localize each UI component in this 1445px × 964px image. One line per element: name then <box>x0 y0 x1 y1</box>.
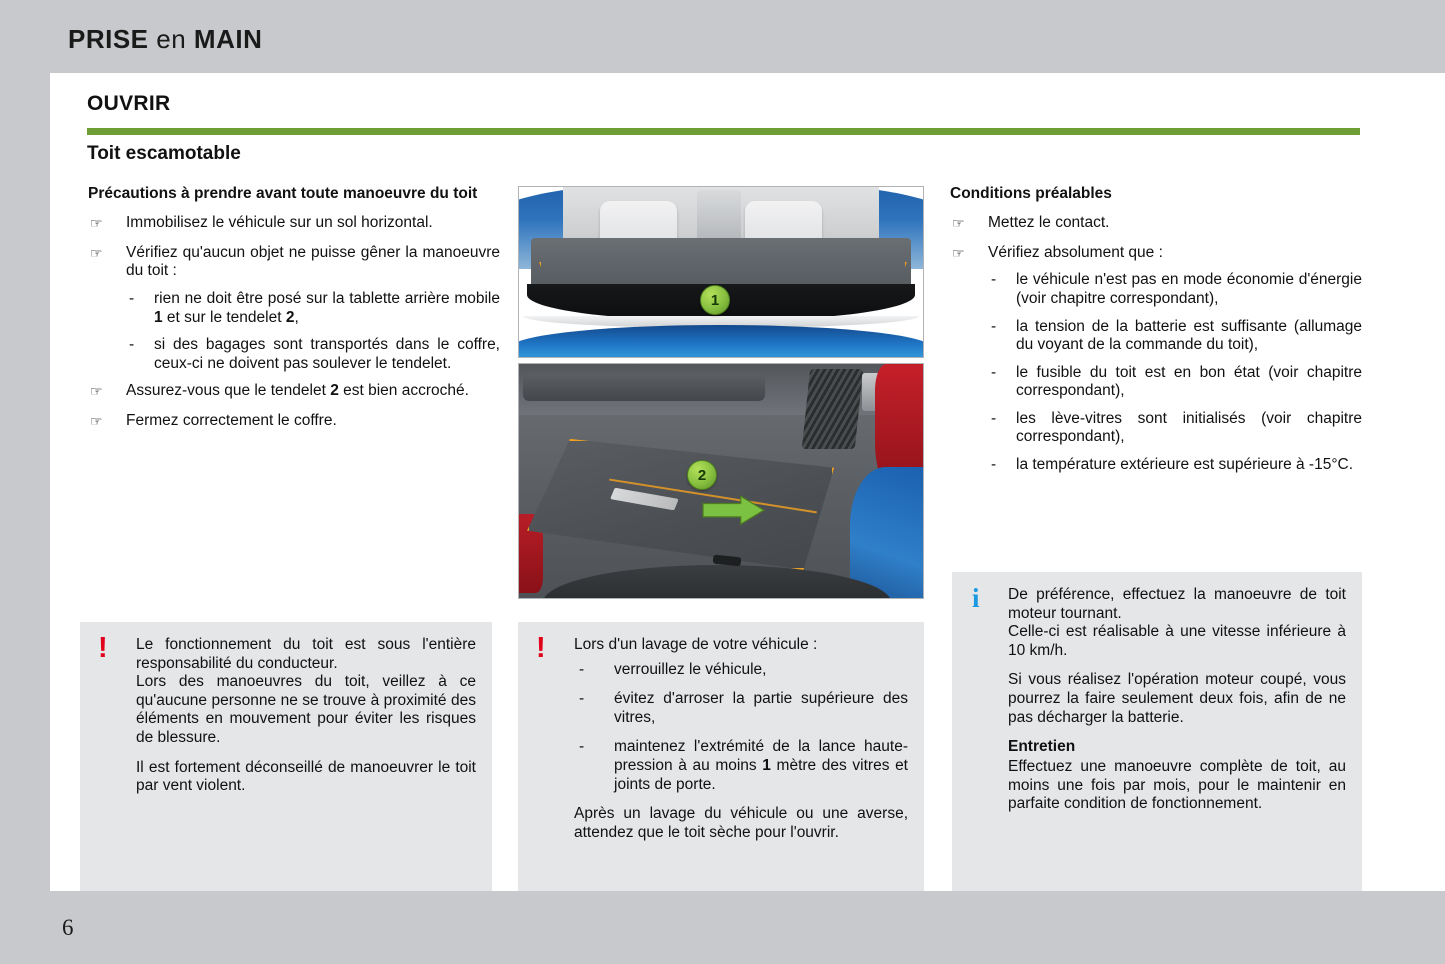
subsection-title: Toit escamotable <box>87 143 241 164</box>
green-divider-rule <box>87 128 1360 135</box>
list-item <box>574 661 908 680</box>
list-item-text: Fermez correctement le coffre. <box>126 411 337 429</box>
list-item <box>126 290 500 327</box>
list-item <box>574 690 908 727</box>
section-title: OUVRIR <box>87 92 171 115</box>
dash-marker: - <box>129 336 135 354</box>
list-item-text: les lève-vitres sont initialisés (voir chapitre correspondant), <box>1016 409 1362 446</box>
list-item-text: Assurez-vous que le tendelet 2 est bien accroché. <box>126 382 469 400</box>
list-item-text: le fusible du toit est en bon état (voir chapitre correspondant), <box>1016 363 1362 400</box>
rear-parcel-shelf-photo <box>518 186 924 358</box>
washing-instruction-list <box>534 661 908 795</box>
hand-pointer-icon: ☞ <box>90 244 103 261</box>
list-item-text: maintenez l'extrémité de la lance haute-pression à au moins 1 mètre des vitres et joints de porte. <box>614 738 908 793</box>
figure-column <box>518 186 924 599</box>
warning-box-roof-responsibility <box>80 622 492 891</box>
list-item <box>88 214 500 233</box>
dash-marker: - <box>579 738 585 756</box>
list-item <box>88 382 500 401</box>
exclamation-icon: ! <box>98 632 108 664</box>
hand-pointer-icon: ☞ <box>952 244 965 261</box>
dash-marker: - <box>579 660 585 678</box>
list-item <box>88 244 500 281</box>
dash-marker: - <box>991 271 997 289</box>
hand-pointer-icon: ☞ <box>90 412 103 429</box>
warning-paragraph: Le fonctionnement du toit est sous l'entière responsabilité du conducteur. <box>136 636 476 672</box>
info-paragraph: Celle-ci est réalisable à une vitesse inférieure à 10 km/h. <box>1008 623 1346 659</box>
dash-marker: - <box>129 289 135 307</box>
boot-side-grille <box>802 369 863 449</box>
list-item <box>950 214 1362 233</box>
info-subheading-paragraph: Effectuez une manoeuvre complète de toit, au moins une fois par mois, pour le maintenir en parfaite condition de fonctionnement. <box>1008 758 1346 813</box>
hand-pointer-icon: ☞ <box>90 215 103 232</box>
list-item-text: Vérifiez qu'aucun objet ne puisse gêner la manoeuvre du toit : <box>126 243 500 280</box>
list-item <box>988 456 1362 475</box>
hand-pointer-icon: ☞ <box>90 383 103 400</box>
list-item-text: rien ne doit être posé sur la tablette arrière mobile 1 et sur le tendelet 2, <box>154 289 500 326</box>
callout-badge-1: 1 <box>700 285 730 315</box>
warning-first-row <box>534 632 908 664</box>
list-item <box>988 271 1362 308</box>
right-text-column <box>950 185 1362 484</box>
dash-marker: - <box>991 456 997 474</box>
car-body-blue-right <box>850 467 924 599</box>
left-column-heading: Précautions à prendre avant toute manoeuvre du toit <box>88 185 478 202</box>
info-paragraph: Si vous réalisez l'opération moteur coupé, vous pourrez la faire seulement deux fois, afin de ne pas décharger la batterie. <box>1008 671 1346 726</box>
right-column-heading: Conditions préalables <box>950 185 1112 202</box>
warning-box-vehicle-washing <box>518 622 924 891</box>
list-item <box>88 412 500 431</box>
chapter-header-band <box>0 0 1445 73</box>
list-item <box>126 336 500 373</box>
list-item <box>988 364 1362 401</box>
list-item <box>950 244 1362 263</box>
chapter-title-part-2: en <box>156 24 187 54</box>
list-item-text: Vérifiez absolument que : <box>988 243 1163 261</box>
list-item-text: la tension de la batterie est suffisante (allumage du voyant de la commande du toit), <box>1016 317 1362 354</box>
chapter-title <box>68 24 262 55</box>
chapter-title-part-3: MAIN <box>193 24 263 54</box>
info-paragraph: De préférence, effectuez la manoeuvre de toit moteur tournant. <box>1008 586 1346 622</box>
list-item <box>574 738 908 794</box>
list-item-text: Immobilisez le véhicule sur un sol horizontal. <box>126 214 433 232</box>
page-number: 6 <box>62 915 74 940</box>
warning-first-row <box>96 632 476 673</box>
boot-roll-bar <box>523 373 765 401</box>
chapter-title-part-1: PRISE <box>68 24 149 54</box>
boot-tonneau-cover-photo <box>518 363 924 599</box>
info-first-row <box>968 583 1346 623</box>
right-sub-list <box>988 271 1362 474</box>
warning-intro: Lors d'un lavage de votre véhicule : <box>574 636 818 653</box>
dash-marker: - <box>991 363 997 381</box>
list-item-text: verrouillez le véhicule, <box>614 660 767 678</box>
list-item-text: Mettez le contact. <box>988 214 1110 232</box>
callout-badge-2: 2 <box>687 460 717 490</box>
warning-paragraph: Lors des manoeuvres du toit, veillez à ce qu'aucune personne ne se trouve à proximité des éléments en mouvement pour éviter les risques de blessure. <box>136 673 476 746</box>
information-icon: i <box>972 583 980 613</box>
list-item <box>988 410 1362 447</box>
warning-paragraph: Il est fortement déconseillé de manoeuvrer le toit par vent violent. <box>136 758 476 795</box>
list-item <box>988 318 1362 355</box>
dash-marker: - <box>991 409 997 427</box>
warning-outro: Après un lavage du véhicule ou une averse, attendez que le toit sèche pour l'ouvrir. <box>574 805 908 841</box>
exclamation-icon: ! <box>536 632 546 664</box>
dash-marker: - <box>579 690 585 708</box>
left-text-column <box>88 185 500 441</box>
hand-pointer-icon: ☞ <box>952 215 965 232</box>
list-item-text: évitez d'arroser la partie supérieure des vitres, <box>614 690 908 726</box>
list-item-text: le véhicule n'est pas en mode économie d'énergie (voir chapitre correspondant), <box>1016 271 1362 307</box>
info-box-roof-operation <box>952 572 1362 891</box>
left-sub-list <box>126 290 500 373</box>
info-subheading: Entretien <box>1008 738 1076 756</box>
dash-marker: - <box>991 317 997 335</box>
green-direction-arrow-icon <box>689 495 778 525</box>
list-item-text: si des bagages sont transportés dans le coffre, ceux-ci ne doivent pas soulever le tendelet. <box>154 336 500 372</box>
list-item-text: la température extérieure est supérieure à -15°C. <box>1016 456 1354 474</box>
page-sheet <box>50 73 1445 891</box>
